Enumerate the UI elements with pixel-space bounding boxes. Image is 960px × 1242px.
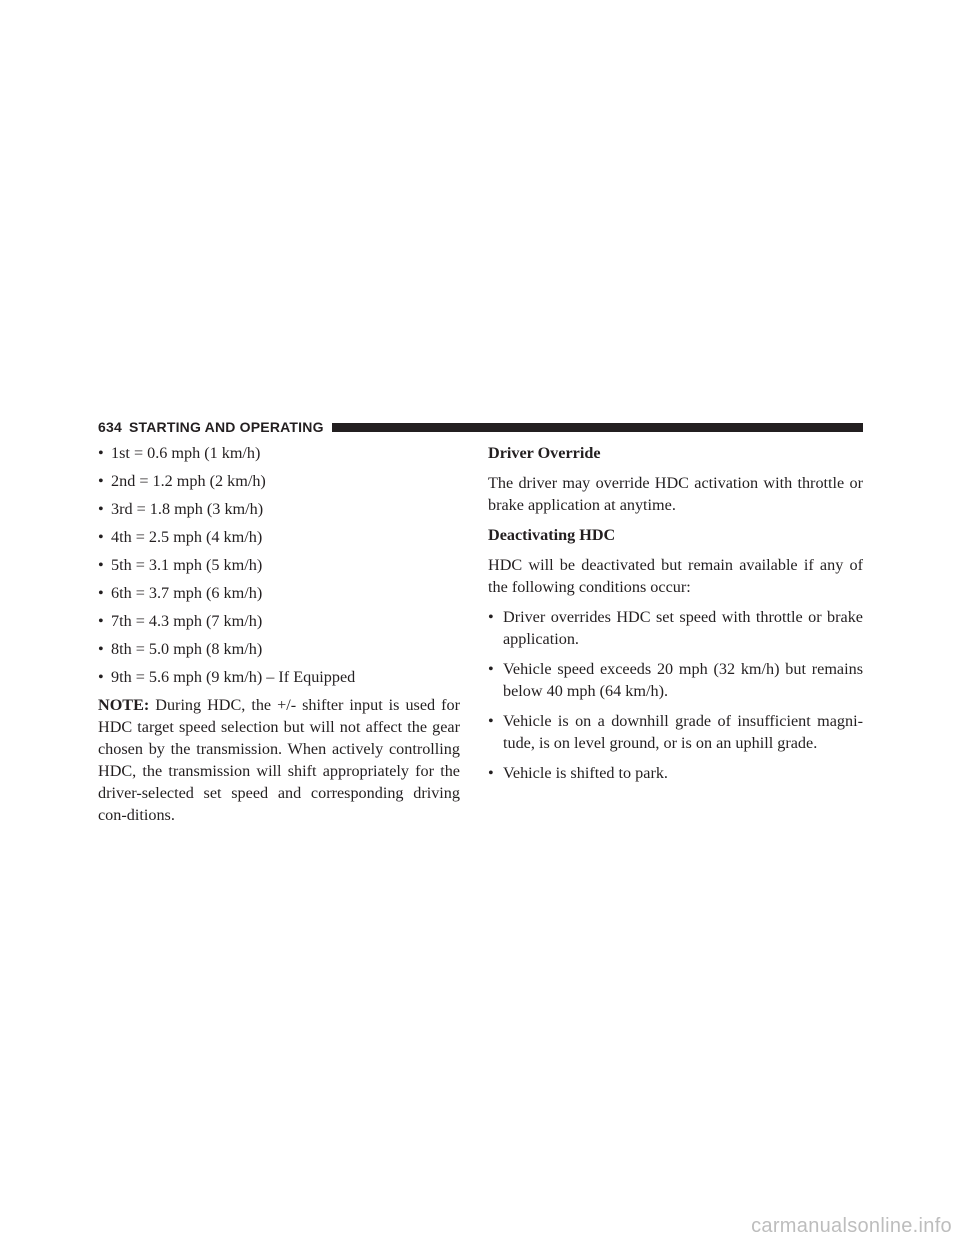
list-item: • 8th = 5.0 mph (8 km/h) bbox=[98, 640, 263, 658]
list-item: • 7th = 4.3 mph (7 km/h) bbox=[98, 612, 263, 630]
list-item: • 1st = 0.6 mph (1 km/h) bbox=[98, 444, 261, 462]
bullet-icon: • bbox=[98, 472, 104, 490]
note-label: NOTE: bbox=[98, 696, 150, 714]
bullet-icon: • bbox=[98, 556, 104, 574]
bullet-icon: • bbox=[98, 528, 104, 546]
right-column bbox=[488, 442, 863, 792]
page-number: 634 bbox=[98, 419, 122, 435]
bullet-icon: • bbox=[98, 612, 104, 630]
driver-override-paragraph: The driver may override HDC activation with throttle or brake application at anytime. bbox=[488, 474, 863, 514]
bullet-icon: • bbox=[98, 584, 104, 602]
watermark: carmanualsonline.info bbox=[751, 1215, 952, 1237]
list-item: • Vehicle is shifted to park. bbox=[488, 764, 668, 782]
bullet-icon: • bbox=[98, 444, 104, 462]
bullet-icon: • bbox=[488, 660, 494, 678]
bullet-icon: • bbox=[98, 668, 104, 686]
bullet-icon: • bbox=[98, 640, 104, 658]
list-item: • 6th = 3.7 mph (6 km/h) bbox=[98, 584, 263, 602]
list-item: • Vehicle speed exceeds 20 mph (32 km/h) but remains below 40 mph (64 km/h). bbox=[488, 660, 863, 700]
list-item: • 9th = 5.6 mph (9 km/h) – If Equipped bbox=[98, 668, 356, 686]
list-item: • Driver overrides HDC set speed with throttle or brake application. bbox=[488, 608, 863, 648]
bullet-icon: • bbox=[98, 500, 104, 518]
section-title: STARTING AND OPERATING bbox=[128, 419, 324, 435]
deactivating-hdc-paragraph: HDC will be deactivated but remain available if any of the following conditions occur: bbox=[488, 556, 863, 596]
list-item: • 4th = 2.5 mph (4 km/h) bbox=[98, 528, 263, 546]
left-column bbox=[98, 442, 460, 826]
note-paragraph bbox=[98, 694, 460, 826]
driver-override-heading: Driver Override bbox=[488, 444, 601, 462]
deactivation-conditions-list bbox=[488, 606, 863, 784]
bullet-icon: • bbox=[488, 712, 494, 730]
bullet-icon: • bbox=[488, 608, 494, 626]
note-text: During HDC, the +/- shifter input is used for HDC target speed selection but will not affect the gear chosen by the transmission. When actively controlling HDC, the transmission will shift appropriately for the driver-selected set speed and corresponding driving con-ditions. bbox=[98, 696, 460, 824]
deactivating-hdc-heading: Deactivating HDC bbox=[488, 526, 616, 544]
page-header bbox=[98, 418, 863, 436]
bullet-icon: • bbox=[488, 764, 494, 782]
list-item: • Vehicle is on a downhill grade of insufficient magni-tude, is on level ground, or is on an uphill grade. bbox=[488, 712, 863, 752]
header-rule bbox=[332, 423, 863, 432]
list-item: • 3rd = 1.8 mph (3 km/h) bbox=[98, 500, 264, 518]
gear-speed-list bbox=[98, 442, 460, 688]
list-item: • 5th = 3.1 mph (5 km/h) bbox=[98, 556, 263, 574]
list-item: • 2nd = 1.2 mph (2 km/h) bbox=[98, 472, 266, 490]
